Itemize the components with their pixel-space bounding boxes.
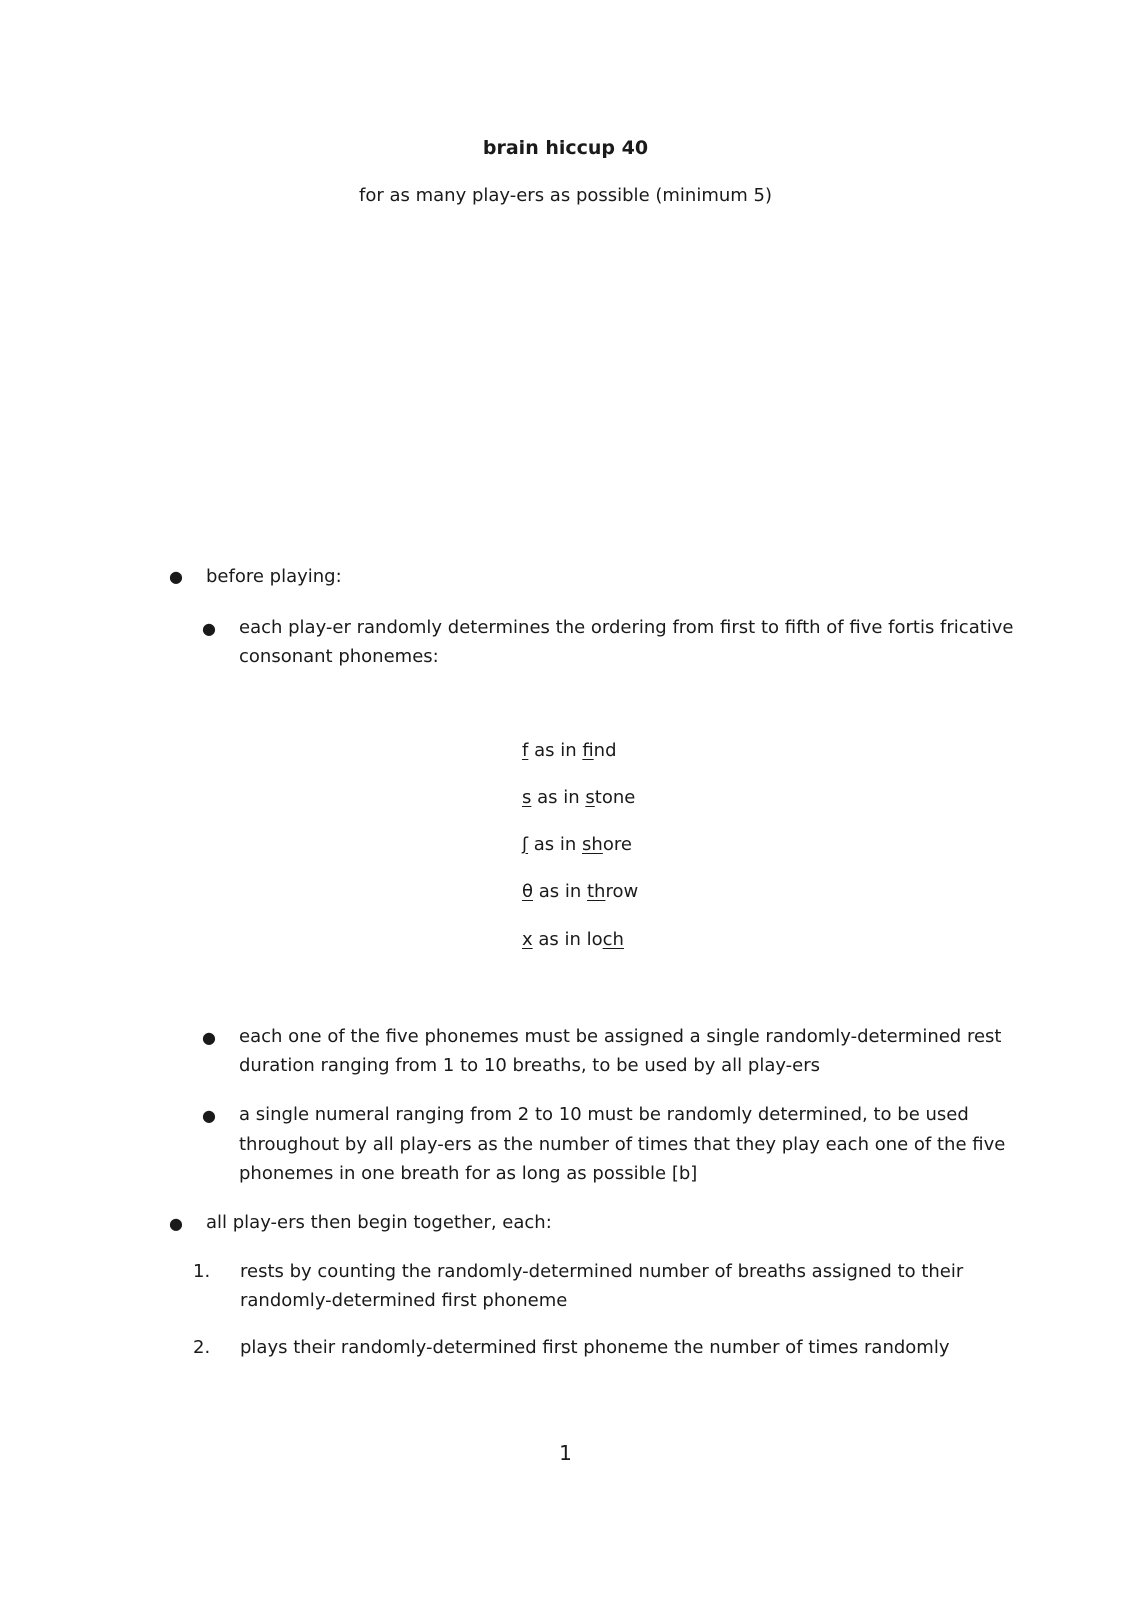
bullet-icon: ● <box>169 567 183 586</box>
bullet-numeral-line1: a single numeral ranging from 2 to 10 must be randomly determined, to be used <box>239 1104 969 1125</box>
bullet-ordering-line1: each play-er randomly determines the ordering from first to fifth of five fortis fricative <box>239 617 1014 638</box>
step-number: 2. <box>193 1337 211 1358</box>
phoneme-symbol: x <box>522 929 533 950</box>
phoneme-example-underlined: s <box>585 787 595 808</box>
phoneme-item <box>522 881 638 902</box>
phoneme-as-in: as in <box>533 881 587 902</box>
bullet-numeral-line2: throughout by all play-ers as the number of times that they play each one of the five <box>239 1134 1006 1155</box>
phoneme-example-underlined: sh <box>582 834 603 855</box>
phoneme-item <box>522 834 632 855</box>
step-text-line1: rests by counting the randomly-determined number of breaths assigned to their <box>240 1261 964 1282</box>
bullet-numeral-line3: phonemes in one breath for as long as possible [b] <box>239 1163 698 1184</box>
bullet-ordering-line2: consonant phonemes: <box>239 646 439 667</box>
phoneme-example-post: ore <box>602 834 632 855</box>
bullet-icon: ● <box>202 619 216 638</box>
bullet-icon: ● <box>169 1214 183 1233</box>
phoneme-as-in: as in <box>532 929 587 950</box>
phoneme-symbol: θ <box>522 881 534 902</box>
bullet-begin: all play-ers then begin together, each: <box>206 1212 552 1233</box>
step-text-line2: randomly-determined first phoneme <box>240 1290 568 1311</box>
phoneme-example-underlined: f <box>582 740 594 761</box>
phoneme-example-pre: lo <box>586 929 603 950</box>
phoneme-example-post: row <box>605 881 639 902</box>
bullet-rest-line1: each one of the five phonemes must be assigned a single randomly-determined rest <box>239 1026 1002 1047</box>
phoneme-as-in: as in <box>528 740 583 761</box>
phoneme-item <box>522 740 617 761</box>
step-text-line1: plays their randomly-determined first phoneme the number of times randomly <box>240 1337 950 1358</box>
phoneme-example-post: ind <box>593 740 617 761</box>
phoneme-symbol: f <box>522 740 529 761</box>
phoneme-example-underlined: th <box>587 881 606 902</box>
phoneme-example-post: tone <box>594 787 636 808</box>
step-number: 1. <box>193 1261 211 1282</box>
bullet-rest-line2: duration ranging from 1 to 10 breaths, to be used by all play-ers <box>239 1055 821 1076</box>
page-title: brain hiccup 40 <box>482 137 649 159</box>
phoneme-symbol: s <box>522 787 532 808</box>
phoneme-as-in: as in <box>531 787 586 808</box>
page-subtitle: for as many play-ers as possible (minimum 5) <box>359 185 772 206</box>
phoneme-example-underlined: ch <box>602 929 624 950</box>
phoneme-symbol: ʃ <box>522 834 529 855</box>
page-number: 1 <box>559 1441 572 1465</box>
phoneme-as-in: as in <box>528 834 583 855</box>
phoneme-item <box>522 929 624 950</box>
bullet-icon: ● <box>202 1106 216 1125</box>
bullet-before-playing: before playing: <box>206 566 342 587</box>
phoneme-item <box>522 787 635 808</box>
bullet-icon: ● <box>202 1028 216 1047</box>
